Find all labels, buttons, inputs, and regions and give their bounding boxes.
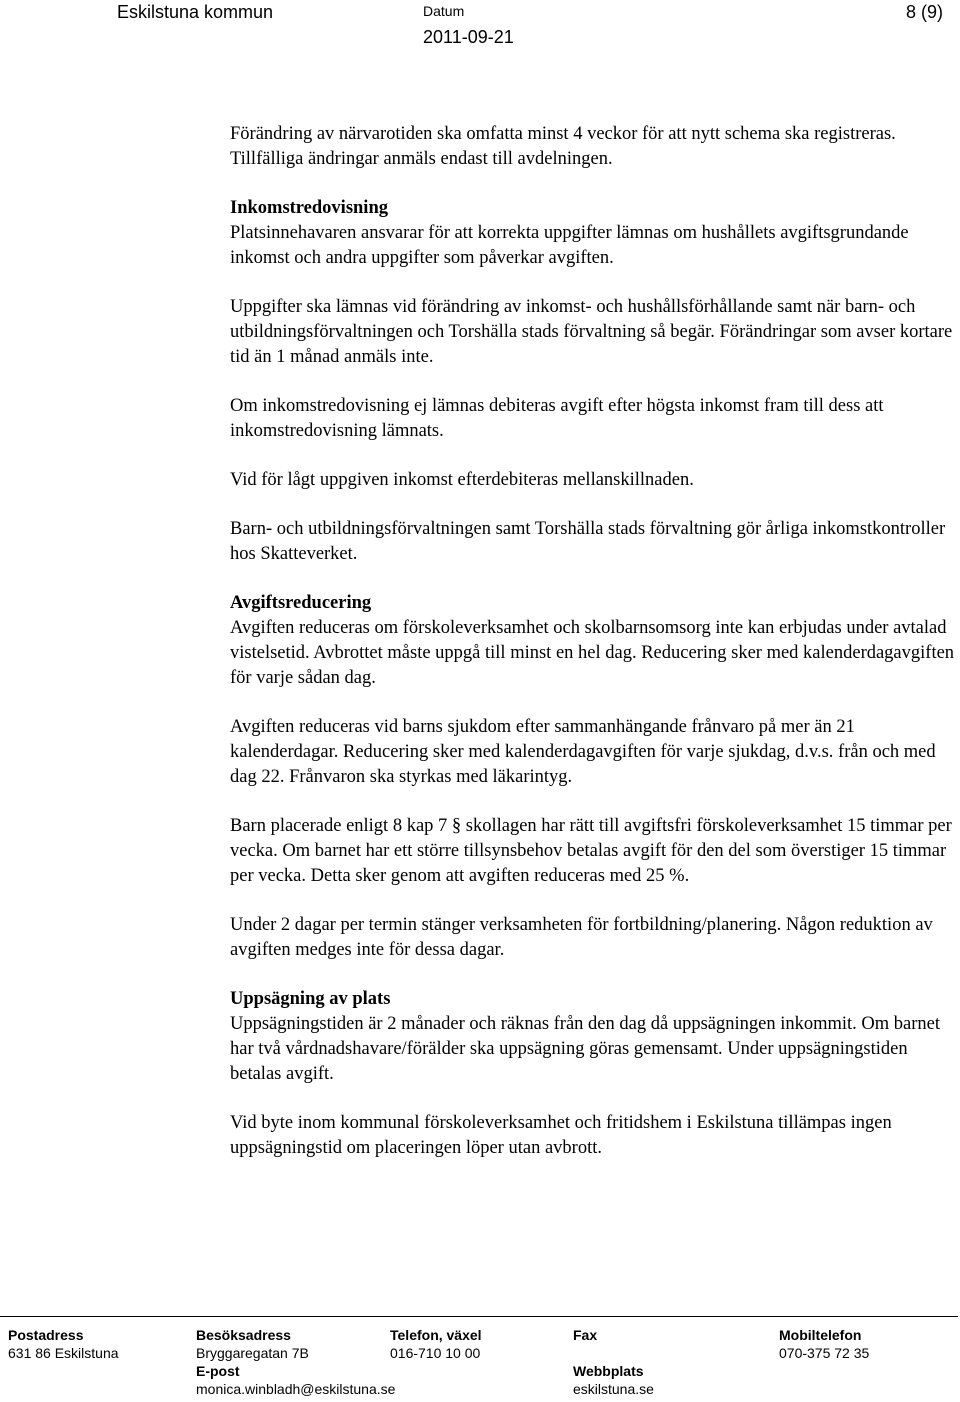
- footer-visit-label: Besöksadress: [196, 1327, 291, 1343]
- paragraph: Vid byte inom kommunal förskoleverksamhet och fritidshem i Eskilstuna tillämpas ingen uppsägningstid om placeringen löper utan avbrott.: [230, 1113, 892, 1158]
- footer-web-label: Webbplats: [573, 1363, 644, 1379]
- footer-divider: [0, 1316, 958, 1317]
- footer-visit-value: Bryggaregatan 7B: [196, 1345, 309, 1361]
- paragraph: Om inkomstredovisning ej lämnas debiteras avgift efter högsta inkomst fram till dess att inkomstredovisning lämnats.: [230, 396, 884, 441]
- section-heading-termination: Uppsägning av plats: [230, 989, 391, 1009]
- paragraph: Avgiften reduceras vid barns sjukdom efter sammanhängande frånvaro på mer än 21 kalenderdagar. Reducering sker med kalenderdagavgiften för varje sjukdag, d.v.s. från och med dag 22. Frånvaron ska styrkas med läkarintyg.: [230, 717, 936, 787]
- paragraph: Vid för lågt uppgiven inkomst efterdebiteras mellanskillnaden.: [230, 470, 694, 490]
- footer-mobile: [779, 1326, 869, 1362]
- page-number: 8 (9): [906, 2, 944, 22]
- organization-name: Eskilstuna kommun: [117, 2, 274, 22]
- footer-mobile-label: Mobiltelefon: [779, 1327, 862, 1343]
- footer-fax: [573, 1326, 654, 1398]
- paragraph: Förändring av närvarotiden ska omfatta minst 4 veckor för att nytt schema ska registreras. Tillfälliga ändringar anmäls endast till avdelningen.: [230, 124, 896, 169]
- footer-phone-label: Telefon, växel: [390, 1327, 482, 1343]
- document-date: 2011-09-21: [423, 27, 514, 47]
- page-footer: [0, 1316, 960, 1402]
- paragraph: Avgiften reduceras om förskoleverksamhet och skolbarnsomsorg inte kan erbjudas under avtalad vistelsetid. Avbrottet måste uppgå till minst en hel dag. Reducering sker med kalenderdagavgiften för varje sådan dag.: [230, 618, 955, 688]
- income-section: [230, 196, 955, 271]
- footer-visit: [196, 1326, 395, 1398]
- footer-mobile-value: 070-375 72 35: [779, 1345, 870, 1361]
- paragraph: Barn placerade enligt 8 kap 7 § skollagen har rätt till avgiftsfri förskoleverksamhet 15 timmar per vecka. Om barnet har ett större tillsynsbehov betalas avgift för den del som överstiger 15 timmar per vecka. Detta sker genom att avgiften reduceras med 25 %.: [230, 816, 952, 886]
- paragraph: Platsinnehavaren ansvarar för att korrekta uppgifter lämnas om hushållets avgiftsgrundande inkomst och andra uppgifter som påverkar avgiften.: [230, 223, 909, 268]
- paragraph: Under 2 dagar per termin stänger verksamheten för fortbildning/planering. Någon reduktion av avgiften medges inte för dessa dagar.: [230, 915, 933, 960]
- paragraph: Uppsägningstiden är 2 månader och räknas från den dag då uppsägningen inkommit. Om barnet har två vårdnadshavare/förälder ska uppsägning göras gemensamt. Under uppsägningstiden betalas avgift.: [230, 1014, 941, 1084]
- footer-postal-value: 631 86 Eskilstuna: [8, 1345, 119, 1361]
- reduction-section: [230, 591, 955, 691]
- footer-phone: [390, 1326, 482, 1362]
- footer-web-value[interactable]: eskilstuna.se: [573, 1381, 654, 1397]
- termination-section: [230, 987, 955, 1087]
- footer-postal: [8, 1326, 119, 1362]
- paragraph: Barn- och utbildningsförvaltningen samt Torshälla stads förvaltning gör årliga inkomstkontroller hos Skatteverket.: [230, 519, 946, 564]
- footer-postal-label: Postadress: [8, 1327, 84, 1343]
- section-heading-income: Inkomstredovisning: [230, 198, 388, 218]
- document-body: [230, 122, 955, 1185]
- date-label: Datum: [423, 3, 465, 19]
- section-heading-reduction: Avgiftsreducering: [230, 593, 372, 613]
- footer-email-value[interactable]: monica.winbladh@eskilstuna.se: [196, 1381, 396, 1397]
- footer-fax-label: Fax: [573, 1327, 598, 1343]
- paragraph: Uppgifter ska lämnas vid förändring av inkomst- och hushållsförhållande samt när barn- och utbildningsförvaltningen och Torshälla stads förvaltning så begär. Förändringar som avser kortare tid än 1 månad anmäls inte.: [230, 297, 953, 367]
- footer-email-label: E-post: [196, 1363, 240, 1379]
- footer-phone-value: 016-710 10 00: [390, 1345, 481, 1361]
